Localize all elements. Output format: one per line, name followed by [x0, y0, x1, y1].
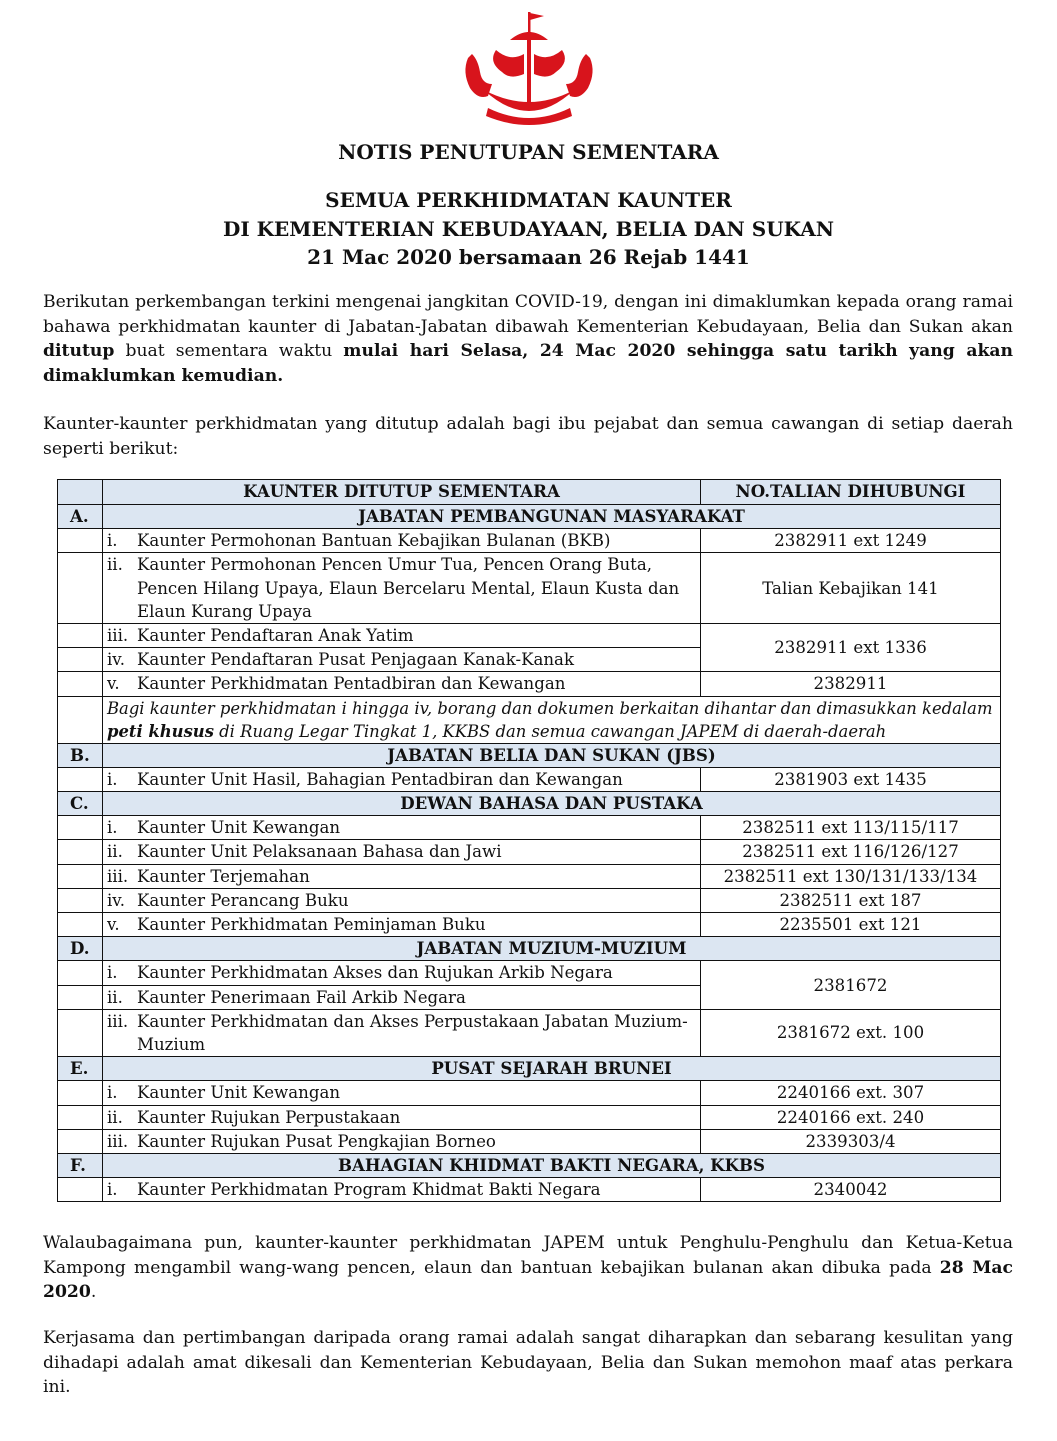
notice-title: NOTIS PENUTUPAN SEMENTARA [338, 140, 719, 164]
item-number: v. [107, 915, 120, 935]
table-row [58, 1009, 1001, 1056]
item-number: iv. [107, 650, 125, 670]
item-phone: 2340042 [701, 1178, 1001, 1202]
section-letter: E. [58, 1057, 103, 1081]
section-letter: A. [58, 505, 103, 529]
item-text: Kaunter Permohonan Pencen Umur Tua, Pencen Orang Buta, Pencen Hilang Upaya, Elaun Bercelaru Mental, Elaun Kusta dan Elaun Kurang Upaya [137, 555, 680, 621]
item-number: v. [107, 674, 120, 694]
item-number: i. [107, 818, 118, 838]
item-phone: 2382911 ext 1336 [701, 624, 1001, 672]
section-name: DEWAN BAHASA DAN PUSTAKA [103, 792, 1001, 816]
counter-table [57, 479, 1001, 1202]
item-number: iii. [107, 866, 129, 886]
item-text: Kaunter Perkhidmatan Peminjaman Buku [137, 915, 486, 935]
table-row-note [58, 696, 1001, 743]
table-row [58, 913, 1001, 937]
item-number: i. [107, 963, 118, 983]
item-text: Kaunter Perkhidmatan dan Akses Perpustakaan Jabatan Muzium-Muzium [137, 1011, 688, 1055]
intro-paragraph: Berikutan perkembangan terkini mengenai jangkitan COVID-19, dengan ini dimaklumkan kepada orang ramai bahawa perkhidmatan kaunter di Jabatan-Jabatan dibawah Kementerian Kebudayaan, Belia dan Sukan akan ditutup buat sementara waktu mulai hari Selasa, 24 Mac 2020 sehingga satu tarikh yang akan dimaklumkan kemudian. [43, 292, 1013, 386]
subtitle-block [0, 186, 1057, 272]
bold-text: 28 Mac 2020 [43, 1257, 1014, 1303]
table-row [58, 888, 1001, 912]
item-phone: 2381672 [701, 961, 1001, 1009]
item-text: Kaunter Pendaftaran Anak Yatim [137, 626, 414, 646]
item-phone: 2381672 ext. 100 [701, 1009, 1001, 1056]
table-row [58, 553, 1001, 624]
section-row [58, 505, 1001, 529]
intro-paragraph-2: Kaunter-kaunter perkhidmatan yang ditutup adalah bagi ibu pejabat dan semua cawangan di setiap daerah seperti berikut: [43, 414, 1013, 459]
section-name: PUSAT SEJARAH BRUNEI [103, 1057, 1001, 1081]
item-phone: Talian Kebajikan 141 [701, 553, 1001, 624]
table-row [58, 961, 1001, 985]
brunei-crest-icon [458, 10, 600, 126]
item-number: iii. [107, 626, 129, 646]
item-text: Kaunter Perkhidmatan Pentadbiran dan Kewangan [137, 674, 566, 694]
item-number: i. [107, 531, 118, 551]
section-letter: C. [58, 792, 103, 816]
item-number: i. [107, 769, 118, 789]
item-text: Kaunter Permohonan Bantuan Kebajikan Bulanan (BKB) [137, 531, 611, 551]
item-text: Kaunter Unit Kewangan [137, 818, 341, 838]
subtitle-line: DI KEMENTERIAN KEBUDAYAAN, BELIA DAN SUKAN [222, 216, 835, 241]
header-cell-blank [58, 480, 103, 505]
item-number: i. [107, 1180, 118, 1200]
section-note: Bagi kaunter perkhidmatan i hingga iv, borang dan dokumen berkaitan dihantar dan dimasukkan kedalam peti khusus di Ruang Legar Tingkat 1, KKBS dan semua cawangan JAPEM di daerah-daerah [103, 696, 1001, 743]
closing-paragraph-2: Kerjasama dan pertimbangan daripada orang ramai adalah sangat diharapkan dan sebarang kesulitan yang dihadapi adalah amat dikesali dan Kementerian Kebudayaan, Belia dan Sukan memohon maaf atas perkara ini. [43, 1328, 1013, 1398]
item-text: Kaunter Unit Kewangan [137, 1083, 341, 1103]
item-phone: 2339303/4 [701, 1129, 1001, 1153]
section-row [58, 937, 1001, 961]
bold-text: peti khusus [107, 721, 214, 741]
table-row [58, 840, 1001, 864]
item-phone: 2235501 ext 121 [701, 913, 1001, 937]
section-letter: B. [58, 743, 103, 767]
section-row [58, 1057, 1001, 1081]
table-row [58, 1081, 1001, 1105]
item-phone: 2240166 ext. 307 [701, 1081, 1001, 1105]
item-text: Kaunter Terjemahan [137, 866, 310, 886]
item-phone: 2382511 ext 113/115/117 [701, 816, 1001, 840]
table-row [58, 529, 1001, 553]
table-row [58, 816, 1001, 840]
item-text: Kaunter Unit Pelaksanaan Bahasa dan Jawi [137, 842, 502, 862]
item-text: Kaunter Perkhidmatan Akses dan Rujukan Arkib Negara [137, 963, 613, 983]
item-number: iv. [107, 890, 125, 910]
item-phone: 2381903 ext 1435 [701, 767, 1001, 791]
table-row [58, 624, 1001, 648]
item-number: ii. [107, 987, 123, 1007]
item-text: Kaunter Perancang Buku [137, 890, 349, 910]
item-text: Kaunter Penerimaan Fail Arkib Negara [137, 987, 466, 1007]
item-text: Kaunter Rujukan Perpustakaan [137, 1107, 401, 1127]
item-phone: 2382511 ext 130/131/133/134 [701, 864, 1001, 888]
item-phone: 2382911 [701, 672, 1001, 696]
table-row [58, 672, 1001, 696]
section-row [58, 1154, 1001, 1178]
header-cell-counter: KAUNTER DITUTUP SEMENTARA [103, 480, 701, 505]
item-phone: 2240166 ext. 240 [701, 1105, 1001, 1129]
section-name: JABATAN BELIA DAN SUKAN (JBS) [103, 743, 1001, 767]
item-number: ii. [107, 842, 123, 862]
item-text: Kaunter Unit Hasil, Bahagian Pentadbiran dan Kewangan [137, 769, 623, 789]
item-text: Kaunter Pendaftaran Pusat Penjagaan Kanak-Kanak [137, 650, 574, 670]
item-number: ii. [107, 555, 123, 575]
item-text: Kaunter Rujukan Pusat Pengkajian Borneo [137, 1131, 496, 1151]
section-name: JABATAN PEMBANGUNAN MASYARAKAT [103, 505, 1001, 529]
header-cell-phone: NO.TALIAN DIHUBUNGI [701, 480, 1001, 505]
subtitle-line: 21 Mac 2020 bersamaan 26 Rejab 1441 [307, 245, 750, 269]
item-phone: 2382511 ext 116/126/127 [701, 840, 1001, 864]
table-row [58, 1178, 1001, 1202]
section-row [58, 743, 1001, 767]
item-number: ii. [107, 1107, 123, 1127]
item-number: i. [107, 1083, 118, 1103]
item-number: iii. [107, 1011, 129, 1031]
table-row [58, 1105, 1001, 1129]
item-number: iii. [107, 1131, 129, 1151]
table-row [58, 1129, 1001, 1153]
item-phone: 2382911 ext 1249 [701, 529, 1001, 553]
item-phone: 2382511 ext 187 [701, 888, 1001, 912]
table-row [58, 767, 1001, 791]
subtitle-line: SEMUA PERKHIDMATAN KAUNTER [325, 188, 732, 212]
table-header-row [58, 480, 1001, 505]
section-row [58, 792, 1001, 816]
section-name: BAHAGIAN KHIDMAT BAKTI NEGARA, KKBS [103, 1154, 1001, 1178]
section-name: JABATAN MUZIUM-MUZIUM [103, 937, 1001, 961]
section-letter: F. [58, 1154, 103, 1178]
table-row [58, 864, 1001, 888]
item-text: Kaunter Perkhidmatan Program Khidmat Bakti Negara [137, 1180, 601, 1200]
closing-paragraph: Walaubagaimana pun, kaunter-kaunter perkhidmatan JAPEM untuk Penghulu-Penghulu dan Ketua-Ketua Kampong mengambil wang-wang pencen, elaun dan bantuan kebajikan bulanan akan dibuka pada 28 Mac 2020. [43, 1233, 1014, 1303]
section-letter: D. [58, 937, 103, 961]
bold-text: mulai hari Selasa, 24 Mac 2020 sehingga satu tarikh yang akan dimaklumkan kemudian. [43, 341, 1013, 386]
bold-text: ditutup [43, 341, 115, 362]
